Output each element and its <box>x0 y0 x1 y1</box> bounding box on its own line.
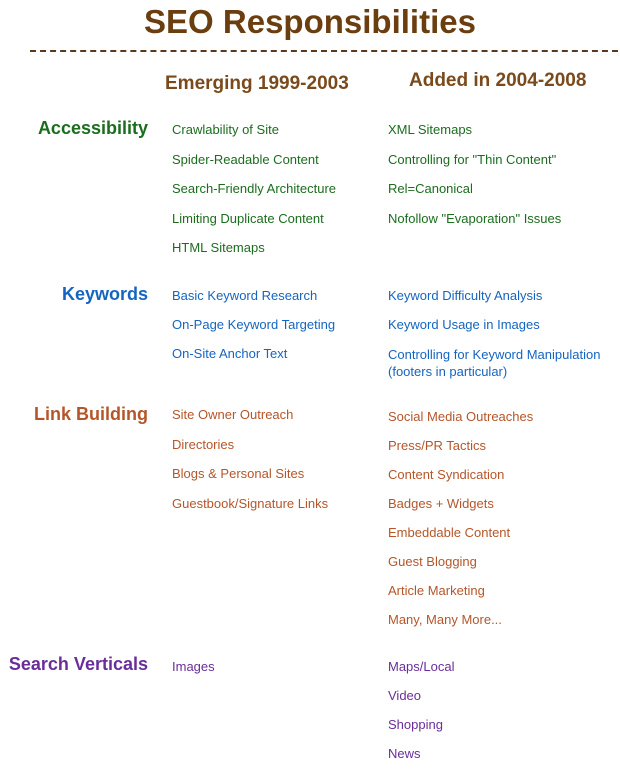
list-item: Article Marketing <box>388 583 485 598</box>
dashed-divider <box>30 50 618 52</box>
list-item: HTML Sitemaps <box>172 240 265 255</box>
list-item: Images <box>172 659 215 674</box>
list-item: Keyword Difficulty Analysis <box>388 288 543 303</box>
list-item: Maps/Local <box>388 659 455 674</box>
list-item: Content Syndication <box>388 467 505 482</box>
list-item: Video <box>388 688 422 703</box>
list-item: Crawlability of Site <box>172 122 279 137</box>
emerging-list-search-verticals <box>172 659 215 675</box>
list-item: Basic Keyword Research <box>172 288 318 303</box>
list-item: Site Owner Outreach <box>172 407 294 422</box>
list-item: Directories <box>172 436 235 452</box>
section-label-keywords: Keywords <box>61 284 148 304</box>
list-item: Limiting Duplicate Content <box>172 210 324 226</box>
added-list-keywords <box>388 288 618 380</box>
list-item: Embeddable Content <box>388 525 511 540</box>
added-list-link-building <box>388 409 533 628</box>
section-label-search-verticals: Search Verticals <box>8 654 148 674</box>
page-title: SEO Responsibilities <box>144 3 476 40</box>
list-item: Blogs & Personal Sites <box>172 466 305 481</box>
list-item: Controlling for Keyword Manipulation (footers in particular) <box>388 347 601 379</box>
list-item: On-Site Anchor Text <box>172 346 288 361</box>
list-item: XML Sitemaps <box>388 122 473 137</box>
list-item: Keyword Usage in Images <box>388 317 540 332</box>
emerging-list-accessibility <box>172 122 336 256</box>
added-list-accessibility <box>388 122 561 227</box>
column-header-emerging: Emerging 1999-2003 <box>165 73 349 94</box>
list-item: Guestbook/Signature Links <box>172 495 329 511</box>
list-item: Press/PR Tactics <box>388 438 487 453</box>
list-item: Many, Many More... <box>388 612 502 627</box>
added-list-search-verticals <box>388 659 454 762</box>
list-item: News <box>388 746 421 761</box>
emerging-list-link-building <box>172 407 328 512</box>
section-label-link-building: Link Building <box>34 404 148 424</box>
list-item: On-Page Keyword Targeting <box>172 317 336 332</box>
list-item: Controlling for "Thin Content" <box>388 151 557 167</box>
column-header-added: Added in 2004-2008 <box>409 70 587 91</box>
list-item: Social Media Outreaches <box>388 409 534 424</box>
list-item: Shopping <box>388 717 443 732</box>
emerging-list-keywords <box>172 288 335 362</box>
list-item: Nofollow "Evaporation" Issues <box>388 210 562 226</box>
list-item: Rel=Canonical <box>388 181 473 196</box>
list-item: Badges + Widgets <box>388 496 494 511</box>
section-label-accessibility: Accessibility <box>37 118 148 138</box>
list-item: Search-Friendly Architecture <box>172 181 337 196</box>
list-item: Guest Blogging <box>388 554 477 569</box>
list-item: Spider-Readable Content <box>172 151 319 167</box>
